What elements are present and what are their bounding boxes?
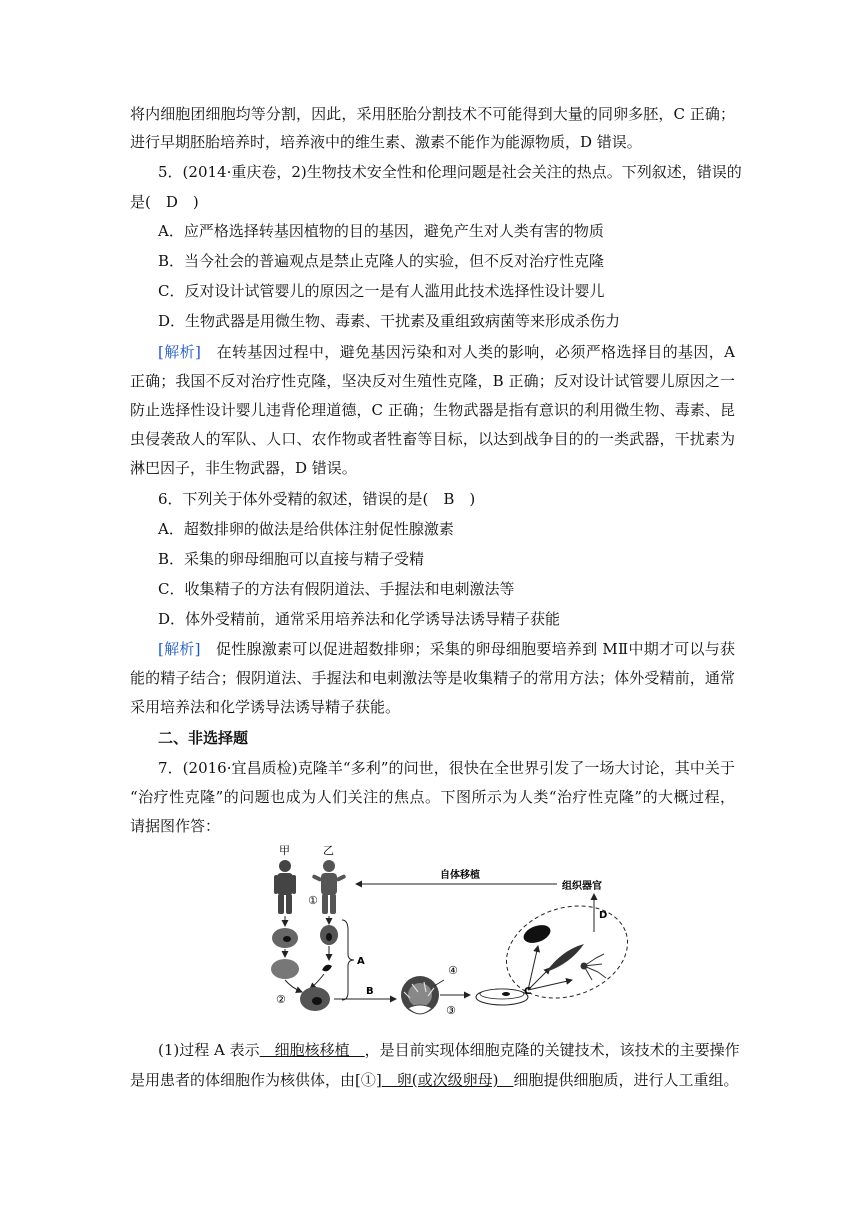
question-6-option-b: B．采集的卵母细胞可以直接与精子受精 [158,550,425,568]
label-1: ① [308,894,318,907]
analysis-6-line: 采用培养法和化学诱导法诱导精子获能。 [130,698,401,716]
question-6-option-a: A．超数排卵的做法是给供体注射促性腺激素 [158,520,454,538]
analysis-5-line: 正确；我国不反对治疗性克隆，坚决反对生殖性克隆，B 正确；反对设计试管婴儿原因之一 [130,372,735,390]
label-c: C [524,986,532,997]
question-6-stem: 6．下列关于体外受精的叙述，错误的是( B ) [158,490,476,508]
enucleated-egg-icon [271,959,299,979]
label-organ: 组织器官 [562,881,602,892]
answer-text: 细胞提供细胞质，进行人工重组。 [513,1071,739,1089]
therapeutic-cloning-diagram [262,842,634,1020]
text-line: 进行早期胚胎培养时，培养液中的维生素、激素不能作为能源物质，D 错误。 [130,133,642,151]
label-d: D [599,910,608,921]
answer-text: 是用患者的体细胞作为核供体，由[①] [130,1071,382,1089]
analysis-text: 在转基因过程中，避免基因污染和对人类的影响，必须严格选择目的基因，A [200,343,735,361]
analysis-5-line: 虫侵袭敌人的军队、人口、农作物或者牲畜等目标，以达到战争目的的一类武器，干扰素为 [130,430,735,448]
analysis-tag: [解析] [158,640,201,658]
analysis-6-line [158,638,735,660]
muscle-cell-icon [546,944,584,972]
nucleus-icon [322,965,332,972]
analysis-5-line [158,341,735,363]
analysis-text: 促性腺激素可以促进超数排卵；采集的卵母细胞要培养到 MⅡ中期才可以与获 [200,640,735,658]
label-2: ② [276,993,286,1006]
answer-text: (1)过程 A 表示 [158,1041,260,1059]
analysis-6-line: 能的精子结合；假阴道法、手握法和电刺激法等是收集精子的常用方法；体外受精前，通常 [130,669,735,687]
question-7-stem: 7．(2016·宜昌质检)克隆羊“多利”的问世，很快在全世界引发了一场大讨论，其中关于 [158,759,735,777]
text-line: 将内细胞团细胞均等分割，因此，采用胚胎分割技术不可能得到大量的同卵多胚，C 正确； [130,105,735,123]
blastocyst-icon [401,976,439,1014]
question-5-option-d: D．生物武器是用微生物、毒素、干扰素及重组致病菌等来形成杀伤力 [158,312,621,330]
nerve-cell-icon [581,954,606,980]
section-heading: 二、非选择题 [158,729,249,747]
question-5-option-b: B．当今社会的普遍观点是禁止克隆人的实验，但不反对治疗性克隆 [158,252,605,270]
question-7-stem: “治疗性克隆”的问题也成为人们关注的焦点。下图所示为人类“治疗性克隆”的大概过程， [130,788,735,806]
question-5-option-a: A．应严格选择转基因植物的目的基因，避免产生对人类有害的物质 [158,222,604,240]
label-b: B [366,986,374,997]
question-6-option-d: D．体外受精前，通常采用培养法和化学诱导法诱导精子获能 [158,610,561,628]
process-a-bracket [342,920,354,1000]
label-a: A [357,956,365,967]
question-5-answer: 是( D ) [130,193,199,211]
answer-blank: 细胞核移植 [259,1041,365,1059]
label-3: ③ [446,1004,456,1017]
answer-line [130,1069,739,1091]
analysis-5-line: 防止选择性设计婴儿违背伦理道德，C 正确；生物武器是指有意识的利用微生物、毒素、昆 [130,401,735,419]
question-5-stem: 5．(2014·重庆卷，2)生物技术安全性和伦理问题是社会关注的热点。下列叙述，错误的 [158,163,742,181]
label-jia: 甲 [279,844,290,857]
answer-line [158,1039,740,1061]
label-transplant: 自体移植 [440,870,480,881]
analysis-5-line: 淋巴因子，非生物武器，D 错误。 [130,459,357,477]
label-4: ④ [448,964,458,977]
answer-text: ，是目前实现体细胞克隆的关键技术，该技术的主要操作 [364,1041,740,1059]
question-6-option-c: C．收集精子的方法有假阴道法、手握法和电刺激法等 [158,580,515,598]
question-7-stem: 请据图作答： [130,817,221,835]
analysis-tag: [解析] [158,343,201,361]
culture-dish-icon [476,989,528,1005]
person-jia-icon [274,860,296,914]
answer-blank: 卵(或次级卵母) [381,1071,514,1089]
label-yi: 乙 [323,844,334,857]
question-5-option-c: C．反对设计试管婴儿的原因之一是有人滥用此技术选择性设计婴儿 [158,282,605,300]
